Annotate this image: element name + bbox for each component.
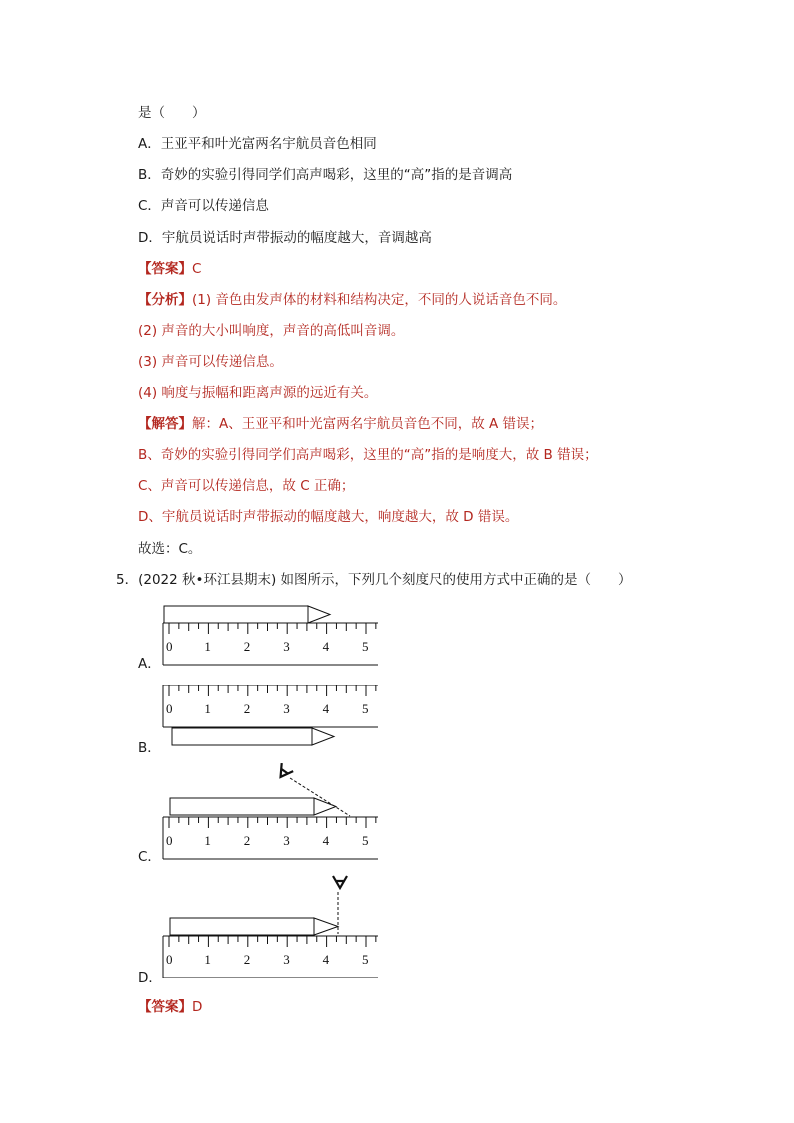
ruler-figure-a — [150, 600, 390, 670]
ruler-label: 2 — [243, 701, 251, 716]
option-label-c: C． — [138, 849, 161, 865]
ruler-figure-c — [150, 760, 390, 860]
question-5-stem: 5．(2022 秋•环江县期末) 如图所示，下列几个刻度尺的使用方式中正确的是（ ） — [116, 572, 632, 588]
ruler-label: 5 — [362, 833, 369, 848]
ruler-label: 5 — [362, 952, 369, 967]
answer-tag: 【答案】 — [138, 261, 192, 277]
ruler-label: 4 — [322, 701, 330, 716]
answer-line — [138, 259, 201, 279]
ruler-label: 4 — [322, 833, 330, 848]
ruler-label: 2 — [243, 639, 251, 654]
object-pencil-a — [164, 606, 330, 623]
option-label-a: A． — [138, 656, 161, 672]
option-label-d: D． — [138, 970, 162, 986]
ruler-b — [163, 685, 378, 727]
ruler-label: 3 — [283, 952, 290, 967]
ruler-label: 1 — [204, 833, 211, 848]
object-pencil-b — [172, 728, 334, 745]
eye-icon-d — [333, 876, 347, 888]
q5-answer-tag: 【答案】 — [138, 999, 192, 1015]
ruler-label: 0 — [166, 701, 173, 716]
ruler-label: 5 — [362, 701, 369, 716]
question-stem-tail: 是（ ） — [138, 105, 206, 121]
analysis-line-3: (3) 声音可以传递信息。 — [138, 354, 283, 370]
q5-answer-line — [138, 997, 202, 1017]
ruler-label: 0 — [166, 952, 173, 967]
solution-line-3: C、声音可以传递信息，故 C 正确； — [138, 478, 355, 494]
object-pencil-c — [170, 798, 336, 815]
solution-text: 解：A、王亚平和叶光富两名宇航员音色不同，故 A 错误； — [192, 416, 544, 432]
ruler-label: 2 — [243, 833, 251, 848]
ruler-label: 0 — [166, 639, 173, 654]
ruler-label: 2 — [243, 952, 251, 967]
solution-line-4: D、宇航员说话时声带振动的幅度越大，响度越大，故 D 错误。 — [138, 509, 519, 525]
ruler-d — [163, 936, 378, 978]
analysis-line-2: (2) 声音的大小叫响度，声音的高低叫音调。 — [138, 323, 405, 339]
analysis-line-1 — [138, 290, 566, 310]
option-label-b: B． — [138, 740, 161, 756]
ruler-label: 3 — [283, 833, 290, 848]
ruler-figure-d — [150, 868, 390, 978]
option-b: B．奇妙的实验引得同学们高声喝彩，这里的“高”指的是音调高 — [138, 167, 513, 183]
ruler-label: 3 — [283, 701, 290, 716]
option-a: A．王亚平和叶光富两名宇航员音色相同 — [138, 136, 377, 152]
solution-tag: 【解答】 — [138, 416, 192, 432]
object-pencil-d — [170, 918, 338, 935]
q5-answer-value: D — [192, 999, 203, 1015]
ruler-c — [163, 817, 378, 859]
analysis-line-4: (4) 响度与振幅和距离声源的远近有关。 — [138, 385, 378, 401]
ruler-figure-b — [150, 685, 390, 755]
solution-line-1 — [138, 414, 543, 434]
option-c: C．声音可以传递信息 — [138, 198, 269, 214]
ruler-label: 5 — [362, 639, 369, 654]
ruler-a — [163, 623, 378, 665]
ruler-label: 3 — [283, 639, 290, 654]
answer-value: C — [192, 261, 202, 277]
ruler-label: 4 — [322, 639, 330, 654]
solution-line-2: B、奇妙的实验引得同学们高声喝彩，这里的“高”指的是响度大，故 B 错误； — [138, 447, 598, 463]
option-d: D．宇航员说话时声带振动的幅度越大，音调越高 — [138, 230, 432, 246]
ruler-label: 4 — [322, 952, 330, 967]
ruler-label: 1 — [204, 639, 211, 654]
ruler-label: 1 — [204, 952, 211, 967]
ruler-label: 0 — [166, 833, 173, 848]
ruler-label: 1 — [204, 701, 211, 716]
conclusion: 故选：C。 — [138, 541, 202, 557]
analysis-text: (1) 音色由发声体的材料和结构决定，不同的人说话音色不同。 — [192, 292, 567, 308]
analysis-tag: 【分析】 — [138, 292, 192, 308]
